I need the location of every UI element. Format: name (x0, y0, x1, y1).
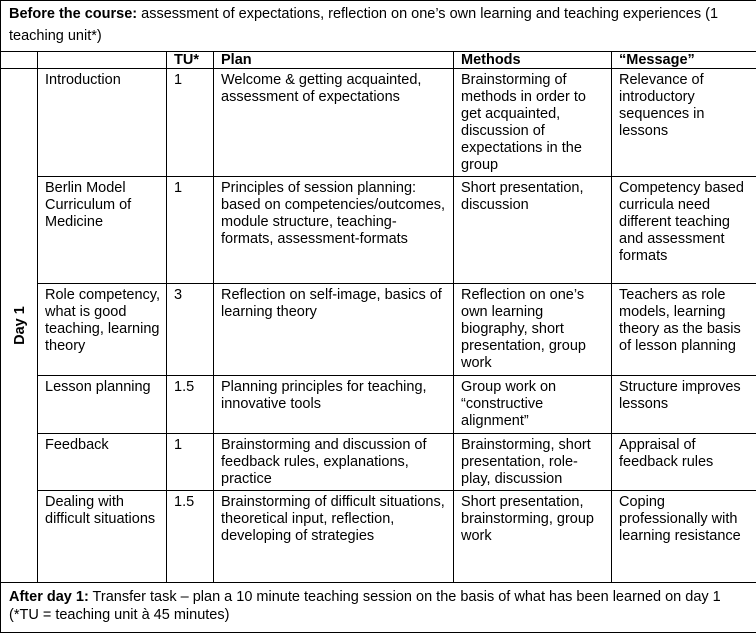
plan-cell: Welcome & getting acquainted, assessment of expectations (214, 69, 454, 177)
header-tu: TU* (167, 52, 214, 69)
tu-cell: 1 (167, 434, 214, 491)
methods-cell: Short presentation, discussion (454, 177, 612, 284)
plan-cell: Planning principles for teaching, innovative tools (214, 376, 454, 434)
table-row (1, 177, 756, 284)
methods-cell: Short presentation, brainstorming, group work (454, 491, 612, 583)
table-row (1, 69, 756, 177)
tu-cell: 1.5 (167, 491, 214, 583)
day-label: Day 1 (12, 306, 29, 345)
plan-cell: Brainstorming and discussion of feedback rules, explanations, practice (214, 434, 454, 491)
message-cell: Competency based curricula need different teaching and assessment formats (612, 177, 756, 284)
header-row (1, 52, 756, 69)
after-day-footer (1, 583, 756, 633)
table-row (1, 284, 756, 376)
topic-cell: Berlin Model Curriculum of Medicine (38, 177, 167, 284)
banner-lead: Before the course: (9, 6, 137, 22)
methods-cell: Reflection on one’s own learning biography, short presentation, group work (454, 284, 612, 376)
message-cell: Relevance of introductory sequences in lessons (612, 69, 756, 177)
footer-lead: After day 1: (9, 589, 89, 605)
header-methods: Methods (454, 52, 612, 69)
header-message: “Message” (612, 52, 756, 69)
plan-cell: Principles of session planning: based on competencies/outcomes, module structure, teaching-formats, assessment-formats (214, 177, 454, 284)
methods-cell: Brainstorming, short presentation, role-play, discussion (454, 434, 612, 491)
footer-text: Transfer task – plan a 10 minute teaching session on the basis of what has been learned on day 1 (89, 589, 721, 605)
topic-cell: Feedback (38, 434, 167, 491)
tu-cell: 1 (167, 69, 214, 177)
header-topic (38, 52, 167, 69)
methods-cell: Brainstorming of methods in order to get acquainted, discussion of expectations in the group (454, 69, 612, 177)
header-plan: Plan (214, 52, 454, 69)
message-cell: Structure improves lessons (612, 376, 756, 434)
tu-cell: 3 (167, 284, 214, 376)
table-row (1, 434, 756, 491)
topic-cell: Role competency, what is good teaching, learning theory (38, 284, 167, 376)
table-row (1, 491, 756, 583)
table-row (1, 376, 756, 434)
tu-cell: 1.5 (167, 376, 214, 434)
header-empty (1, 52, 38, 69)
message-cell: Appraisal of feedback rules (612, 434, 756, 491)
topic-cell: Introduction (38, 69, 167, 177)
footer-transfer-task (9, 588, 748, 606)
methods-cell: Group work on “constructive alignment” (454, 376, 612, 434)
message-cell: Coping professionally with learning resistance (612, 491, 756, 583)
topic-cell: Dealing with difficult situations (38, 491, 167, 583)
plan-cell: Reflection on self-image, basics of learning theory (214, 284, 454, 376)
day-cell (1, 69, 38, 583)
topic-cell: Lesson planning (38, 376, 167, 434)
tu-cell: 1 (167, 177, 214, 284)
message-cell: Teachers as role models, learning theory as the basis of lesson planning (612, 284, 756, 376)
before-course-banner (1, 1, 756, 52)
banner-text: assessment of expectations, reflection on one’s own learning and teaching experiences (1 teaching unit*) (9, 6, 718, 44)
footer-note: (*TU = teaching unit à 45 minutes) (9, 606, 748, 624)
plan-cell: Brainstorming of difficult situations, theoretical input, reflection, developing of strategies (214, 491, 454, 583)
